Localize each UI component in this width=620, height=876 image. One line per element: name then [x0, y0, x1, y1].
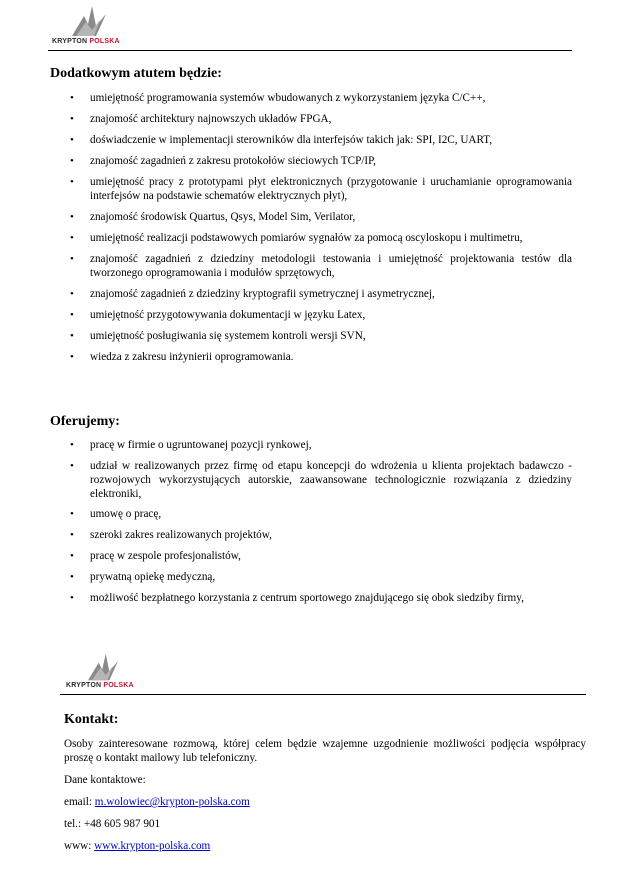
- list-item: • znajomość zagadnień z dziedziny kryptografii symetrycznej i asymetrycznej,: [70, 287, 572, 301]
- list-item: • umiejętność pracy z prototypami płyt elektronicznych (przygotowanie i uruchamianie oprogramowania interfejsów na podstawie schematów elektrycznych płyt),: [70, 175, 572, 203]
- contact-www-line: [64, 839, 586, 853]
- footer-rule: [60, 694, 586, 695]
- krypton-bird-icon: [66, 4, 114, 38]
- list-item: • umiejętność przygotowywania dokumentacji w języku Latex,: [70, 308, 572, 322]
- list-item: • pracę w firmie o ugruntowanej pozycji rynkowej,: [70, 438, 572, 452]
- header-rule: [48, 50, 572, 51]
- list-item: • udział w realizowanych przez firmę od etapu koncepcji do wdrożenia u klienta projektach badawczo - rozwojowych wykorzystujących autorskie, zaawansowane technologicznie rozwiązania z dziedziny elektroniki,: [70, 459, 572, 501]
- header-logo: [52, 4, 120, 45]
- list-item: • możliwość bezpłatnego korzystania z centrum sportowego znajdującego się obok siedziby firmy,: [70, 591, 572, 605]
- www-link[interactable]: www.krypton-polska.com: [94, 840, 211, 852]
- list-item: • wiedza z zakresu inżynierii oprogramowania.: [70, 350, 572, 364]
- list-item: • umowę o pracę,: [70, 507, 572, 521]
- list-item: • pracę w zespole profesjonalistów,: [70, 549, 572, 563]
- www-label: www:: [64, 840, 92, 852]
- list-item: • szeroki zakres realizowanych projektów,: [70, 528, 572, 542]
- email-label: email:: [64, 796, 92, 808]
- list-item: • znajomość architektury najnowszych układów FPGA,: [70, 112, 572, 126]
- phone-label: tel.:: [64, 818, 82, 830]
- logo-wordmark: KRYPTON POLSKA: [66, 682, 134, 689]
- list-item: • znajomość zagadnień z zakresu protokołów sieciowych TCP/IP,: [70, 154, 572, 168]
- list-item: • znajomość środowisk Quartus, Qsys, Model Sim, Verilator,: [70, 210, 572, 224]
- contact-block: [64, 737, 586, 853]
- list-item: • prywatną opiekę medyczną,: [70, 570, 572, 584]
- offer-list: [70, 438, 572, 612]
- list-item: • umiejętność programowania systemów wbudowanych z wykorzystaniem języka C/C++,: [70, 91, 572, 105]
- phone-number: +48 605 987 901: [83, 818, 161, 830]
- contact-email-line: [64, 795, 586, 809]
- footer-logo: [66, 652, 134, 689]
- contact-details-label: Dane kontaktowe:: [64, 774, 146, 786]
- advantages-list: [70, 91, 572, 371]
- logo-wordmark: KRYPTON POLSKA: [52, 38, 120, 45]
- email-link[interactable]: m.wolowiec@krypton-polska.com: [94, 796, 250, 808]
- contact-intro: Osoby zainteresowane rozmową, której celem będzie wzajemne uzgodnienie możliwości podjęcia współpracy proszę o kontakt mailowy lub telefoniczny.: [64, 738, 586, 764]
- section-title-contact: Kontakt:: [64, 712, 119, 727]
- list-item: • umiejętność posługiwania się systemem kontroli wersji SVN,: [70, 329, 572, 343]
- section-title-advantages: Dodatkowym atutem będzie:: [50, 66, 222, 81]
- list-item: • umiejętność realizacji podstawowych pomiarów sygnałów za pomocą oscyloskopu i multimetru,: [70, 231, 572, 245]
- contact-phone-line: [64, 817, 586, 831]
- section-title-offer: Oferujemy:: [50, 414, 120, 429]
- krypton-bird-icon: [80, 652, 128, 682]
- list-item: • znajomość zagadnień z dziedziny metodologii testowania i umiejętność projektowania testów dla tworzonego oprogramowania i modułów sprzętowych,: [70, 252, 572, 280]
- list-item: • doświadczenie w implementacji sterowników dla interfejsów takich jak: SPI, I2C, UART,: [70, 133, 572, 147]
